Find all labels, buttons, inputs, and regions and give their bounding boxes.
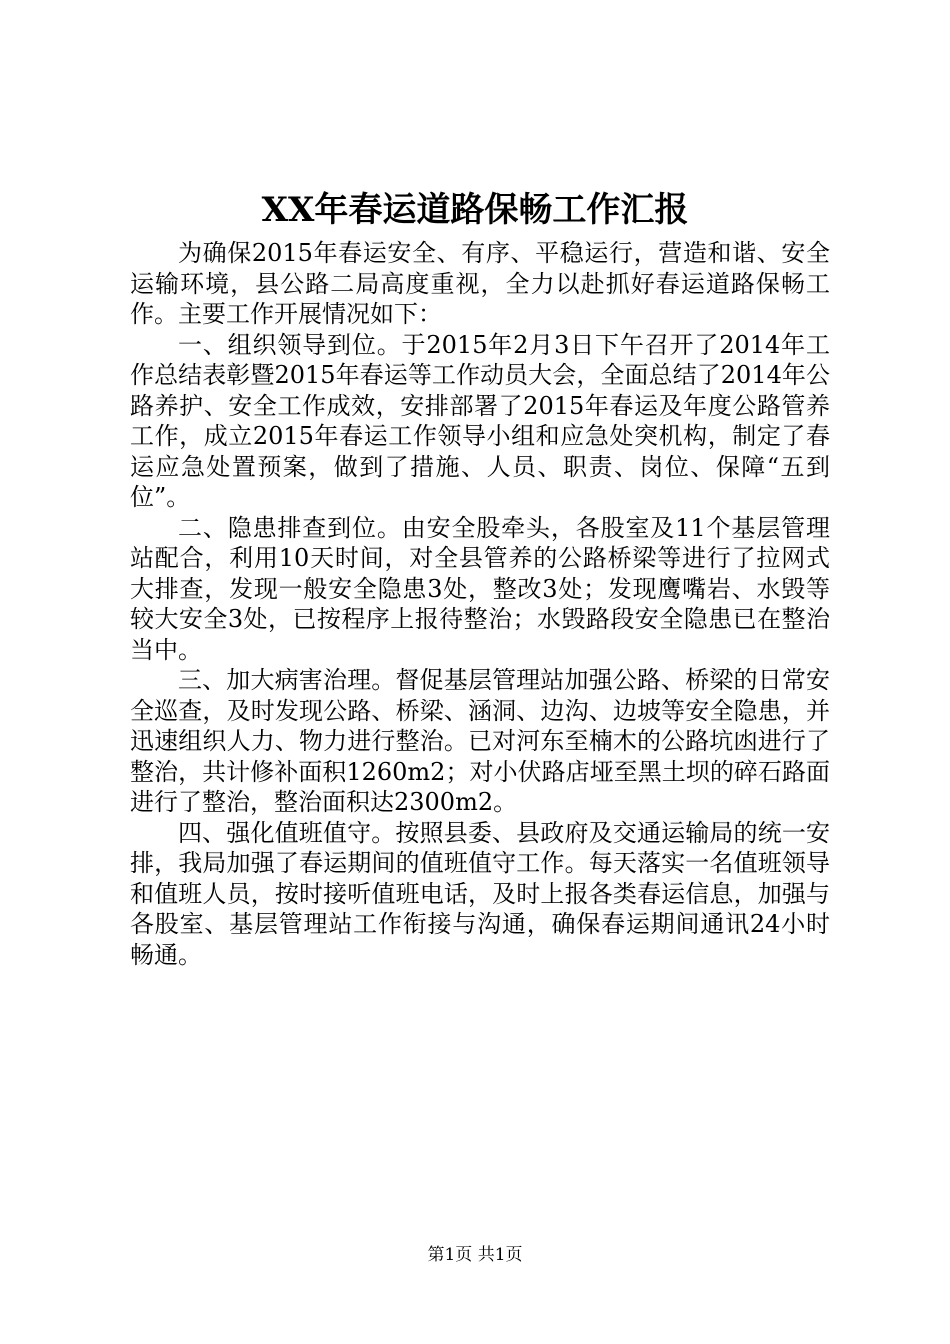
page-footer: 第1页 共1页 bbox=[427, 1245, 523, 1265]
paragraph-organization: 一、组织领导到位。于2015年2月3日下午召开了2014年工作总结表彰暨2015年春运等工作动员大会，全面总结了2014年公路养护、安全工作成效，安排部署了2015年春运及年度公路管养工作，成立2015年春运工作领导小组和应急处突机构，制定了春运应急处置预案，做到了措施、人员、职责、岗位、保障“五到位”。 bbox=[130, 330, 830, 511]
paragraph-hazard-inspection: 二、隐患排查到位。由安全股牵头，各股室及11个基层管理站配合，利用10天时间，对全县管养的公路桥梁等进行了拉网式大排查，发现一般安全隐患3处，整改3处；发现鹰嘴岩、水毁等较大安全3处，已按程序上报待整治；水毁路段安全隐患已在整治当中。 bbox=[130, 513, 830, 664]
document-title: XX年春运道路保畅工作汇报 bbox=[261, 190, 689, 230]
paragraph-intro: 为确保2015年春运安全、有序、平稳运行，营造和谐、安全运输环境，县公路二局高度重视，全力以赴抓好春运道路保畅工作。主要工作开展情况如下： bbox=[130, 239, 830, 328]
document-body bbox=[130, 238, 830, 970]
paragraph-disease-treatment: 三、加大病害治理。督促基层管理站加强公路、桥梁的日常安全巡查，及时发现公路、桥梁、涵洞、边沟、边坡等安全隐患，并迅速组织人力、物力进行整治。已对河东至楠木的公路坑凼进行了整治，共计修补面积1260m2；对小伏路店垭至黑土坝的碎石路面进行了整治，整治面积达2300m2。 bbox=[130, 666, 830, 816]
paragraph-duty-watch: 四、强化值班值守。按照县委、县政府及交通运输局的统一安排，我局加强了春运期间的值班值守工作。每天落实一名值班领导和值班人员，按时接听值班电话，及时上报各类春运信息，加强与各股室、基层管理站工作衔接与沟通，确保春运期间通讯24小时畅通。 bbox=[130, 818, 830, 969]
